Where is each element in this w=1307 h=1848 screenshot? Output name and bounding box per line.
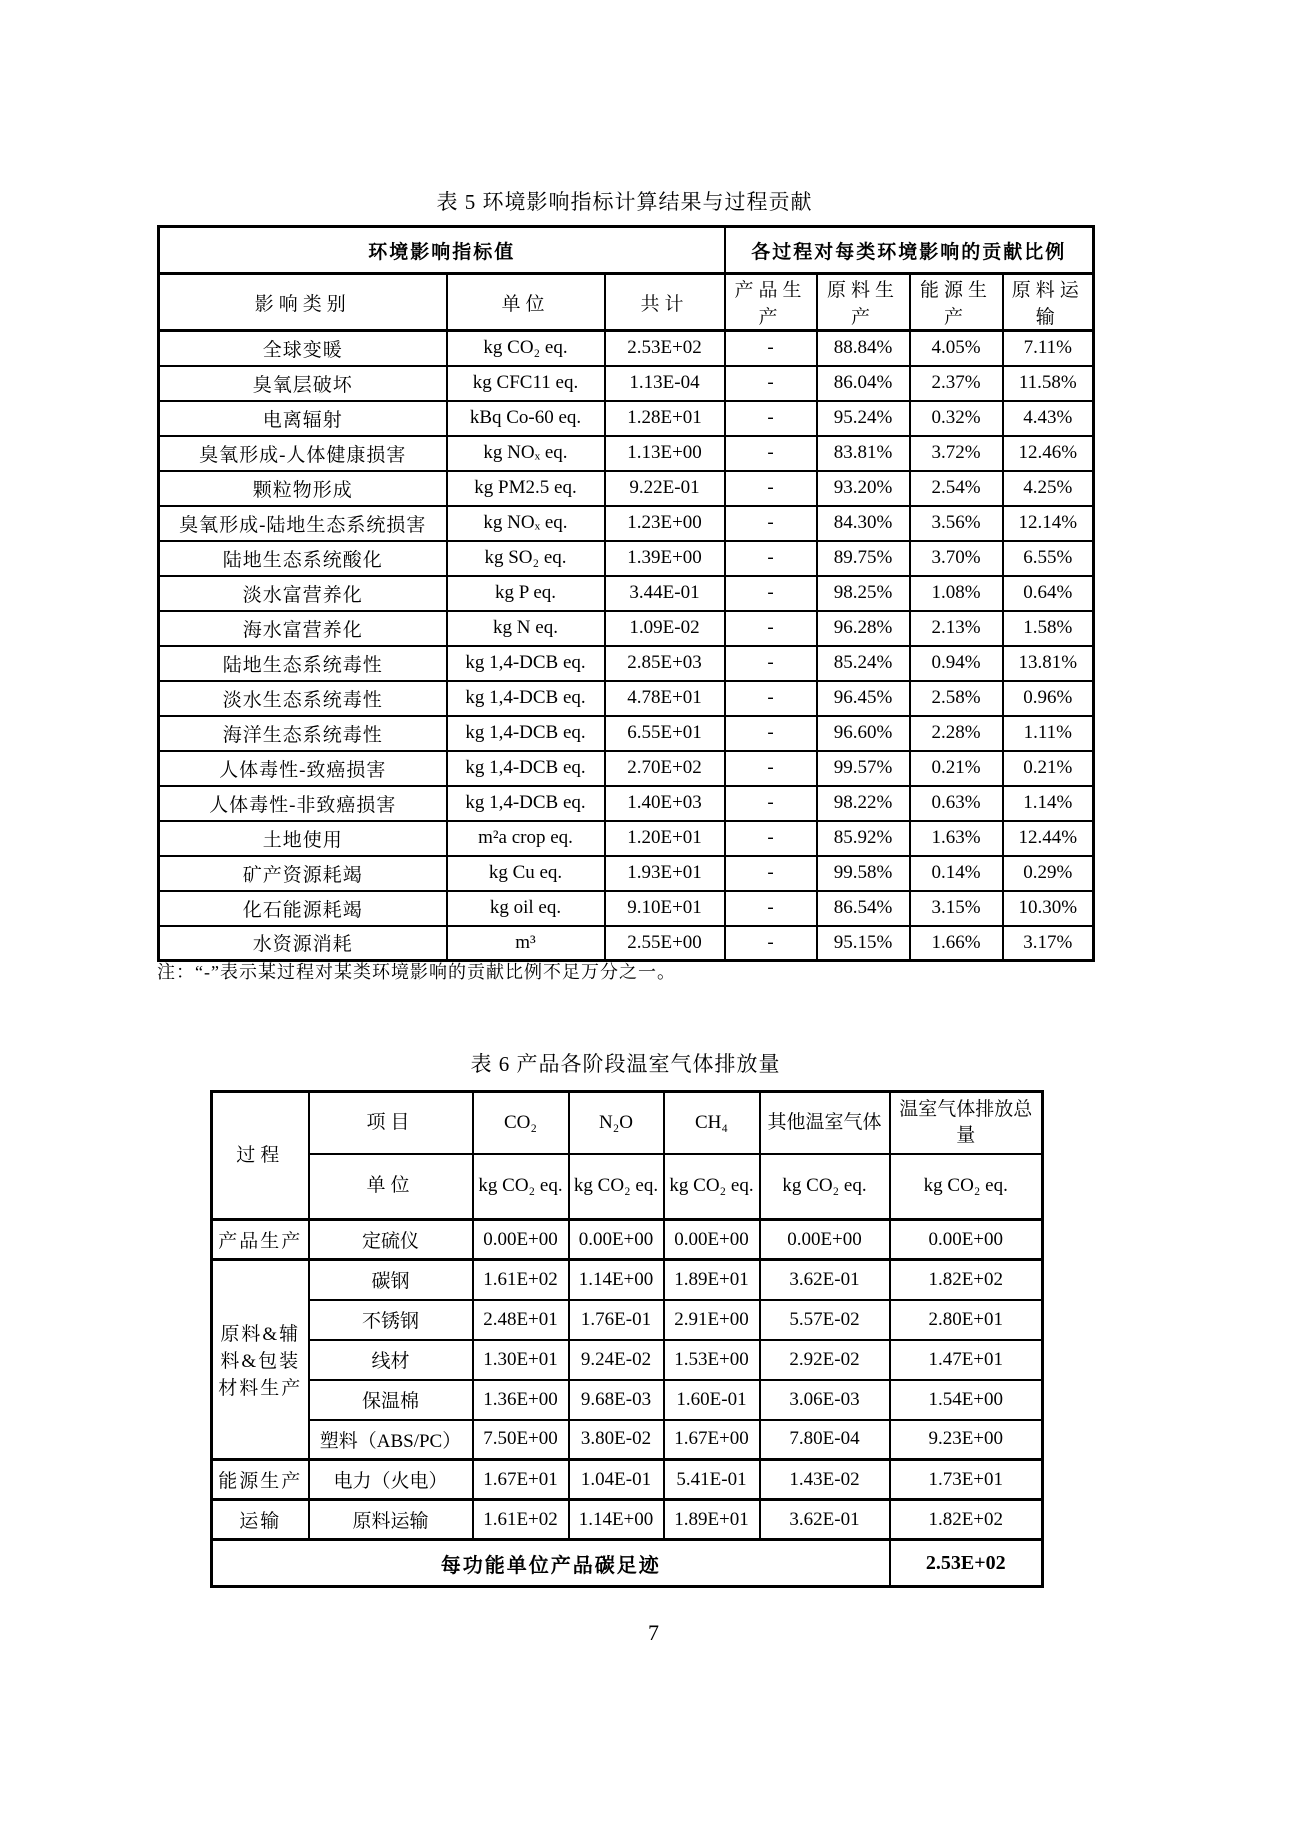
impact-category-cell: 人体毒性-致癌损害: [159, 751, 447, 786]
unit-cell: kg N eq.: [447, 611, 605, 646]
value-cell: 3.56%: [910, 506, 1003, 541]
value-cell: 1.53E+00: [664, 1340, 760, 1380]
unit-cell: kg PM2.5 eq.: [447, 471, 605, 506]
value-cell: 1.73E+01: [890, 1460, 1043, 1500]
value-cell: -: [725, 331, 817, 366]
col-header-energy-production: 能源生产: [910, 274, 1003, 331]
value-cell: 2.91E+00: [664, 1300, 760, 1340]
value-cell: 3.62E-01: [760, 1260, 890, 1300]
value-cell: 1.63%: [910, 821, 1003, 856]
value-cell: 0.64%: [1003, 576, 1094, 611]
value-cell: 0.00E+00: [569, 1220, 664, 1260]
unit-cell: kg CO₂ eq.: [447, 331, 605, 366]
value-cell: 1.28E+01: [605, 401, 725, 436]
value-cell: 9.22E-01: [605, 471, 725, 506]
impact-category-cell: 淡水富营养化: [159, 576, 447, 611]
value-cell: 1.61E+02: [473, 1500, 569, 1540]
table-row: [159, 366, 1094, 401]
value-cell: -: [725, 611, 817, 646]
unit-cell: kg SO₂ eq.: [447, 541, 605, 576]
item-cell: 保温棉: [309, 1380, 473, 1420]
value-cell: 13.81%: [1003, 646, 1094, 681]
value-cell: -: [725, 646, 817, 681]
value-cell: 1.60E-01: [664, 1380, 760, 1420]
carbon-footprint-label: 每功能单位产品碳足迹: [212, 1540, 890, 1587]
table-row: [159, 681, 1094, 716]
item-cell: 线材: [309, 1340, 473, 1380]
value-cell: 83.81%: [817, 436, 910, 471]
table-row: [159, 471, 1094, 506]
table-row: [159, 751, 1094, 786]
col-header-raw-material-production: 原料生产: [817, 274, 910, 331]
value-cell: 1.58%: [1003, 611, 1094, 646]
value-cell: 99.57%: [817, 751, 910, 786]
value-cell: 3.70%: [910, 541, 1003, 576]
table-row: [159, 331, 1094, 366]
value-cell: 3.62E-01: [760, 1500, 890, 1540]
value-cell: 2.80E+01: [890, 1300, 1043, 1340]
unit-total-ghg: kg CO₂ eq.: [890, 1154, 1043, 1220]
value-cell: 0.00E+00: [664, 1220, 760, 1260]
process-cell: 运输: [212, 1500, 309, 1540]
value-cell: 86.54%: [817, 891, 910, 926]
impact-category-cell: 臭氧形成-人体健康损害: [159, 436, 447, 471]
value-cell: 1.67E+01: [473, 1460, 569, 1500]
value-cell: 4.43%: [1003, 401, 1094, 436]
value-cell: 1.30E+01: [473, 1340, 569, 1380]
value-cell: 1.67E+00: [664, 1420, 760, 1460]
col-header-co2: CO₂: [473, 1092, 569, 1154]
value-cell: 3.72%: [910, 436, 1003, 471]
value-cell: 12.46%: [1003, 436, 1094, 471]
item-cell: 塑料（ABS/PC）: [309, 1420, 473, 1460]
value-cell: 96.60%: [817, 716, 910, 751]
value-cell: 10.30%: [1003, 891, 1094, 926]
table6-title: 表 6 产品各阶段温室气体排放量: [470, 1052, 781, 1076]
impact-category-cell: 海洋生态系统毒性: [159, 716, 447, 751]
value-cell: 1.09E-02: [605, 611, 725, 646]
table5-group-header-row: [159, 227, 1094, 274]
table-row: [159, 646, 1094, 681]
table-row: [212, 1260, 1043, 1300]
value-cell: -: [725, 436, 817, 471]
value-cell: -: [725, 856, 817, 891]
value-cell: 1.39E+00: [605, 541, 725, 576]
value-cell: 1.66%: [910, 926, 1003, 961]
impact-category-cell: 矿产资源耗竭: [159, 856, 447, 891]
value-cell: 7.80E-04: [760, 1420, 890, 1460]
value-cell: 5.41E-01: [664, 1460, 760, 1500]
col-header-item: 项目: [309, 1092, 473, 1154]
value-cell: 3.44E-01: [605, 576, 725, 611]
value-cell: 11.58%: [1003, 366, 1094, 401]
value-cell: 1.89E+01: [664, 1260, 760, 1300]
value-cell: -: [725, 681, 817, 716]
value-cell: 1.08%: [910, 576, 1003, 611]
value-cell: 0.00E+00: [760, 1220, 890, 1260]
unit-cell: m²a crop eq.: [447, 821, 605, 856]
value-cell: 2.37%: [910, 366, 1003, 401]
impact-category-cell: 颗粒物形成: [159, 471, 447, 506]
value-cell: 7.11%: [1003, 331, 1094, 366]
value-cell: 0.14%: [910, 856, 1003, 891]
unit-cell: kg 1,4-DCB eq.: [447, 646, 605, 681]
table-row: [159, 611, 1094, 646]
unit-cell: kg NOₓ eq.: [447, 436, 605, 471]
value-cell: 89.75%: [817, 541, 910, 576]
value-cell: 1.14E+00: [569, 1500, 664, 1540]
value-cell: 0.00E+00: [473, 1220, 569, 1260]
table-row: [212, 1220, 1043, 1260]
value-cell: 0.21%: [1003, 751, 1094, 786]
item-cell: 原料运输: [309, 1500, 473, 1540]
value-cell: 1.23E+00: [605, 506, 725, 541]
value-cell: -: [725, 821, 817, 856]
value-cell: 0.00E+00: [890, 1220, 1043, 1260]
value-cell: 0.21%: [910, 751, 1003, 786]
value-cell: 1.61E+02: [473, 1260, 569, 1300]
unit-cell: kg Cu eq.: [447, 856, 605, 891]
unit-cell: kg 1,4-DCB eq.: [447, 716, 605, 751]
process-cell: 能源生产: [212, 1460, 309, 1500]
impact-category-cell: 臭氧层破坏: [159, 366, 447, 401]
value-cell: 2.13%: [910, 611, 1003, 646]
value-cell: -: [725, 716, 817, 751]
page-number: 7: [648, 1620, 659, 1645]
value-cell: 12.44%: [1003, 821, 1094, 856]
unit-cell: kg CFC11 eq.: [447, 366, 605, 401]
table-row: [159, 401, 1094, 436]
impact-category-cell: 臭氧形成-陆地生态系统损害: [159, 506, 447, 541]
value-cell: 95.24%: [817, 401, 910, 436]
impact-category-cell: 电离辐射: [159, 401, 447, 436]
item-cell: 碳钢: [309, 1260, 473, 1300]
value-cell: 2.54%: [910, 471, 1003, 506]
value-cell: -: [725, 891, 817, 926]
impact-category-cell: 海水富营养化: [159, 611, 447, 646]
value-cell: 1.82E+02: [890, 1260, 1043, 1300]
unit-co2: kg CO₂ eq.: [473, 1154, 569, 1220]
value-cell: 5.57E-02: [760, 1300, 890, 1340]
unit-cell: kg 1,4-DCB eq.: [447, 751, 605, 786]
value-cell: 1.36E+00: [473, 1380, 569, 1420]
col-header-n2o: N₂O: [569, 1092, 664, 1154]
value-cell: 7.50E+00: [473, 1420, 569, 1460]
col-header-raw-material-transport: 原料运输: [1003, 274, 1094, 331]
value-cell: 3.15%: [910, 891, 1003, 926]
value-cell: 2.28%: [910, 716, 1003, 751]
value-cell: 9.10E+01: [605, 891, 725, 926]
col-header-total-ghg: 温室气体排放总量: [890, 1092, 1043, 1154]
value-cell: 0.94%: [910, 646, 1003, 681]
unit-cell: kg NOₓ eq.: [447, 506, 605, 541]
unit-cell: kg oil eq.: [447, 891, 605, 926]
table6-gas-header-row: [212, 1092, 1043, 1154]
value-cell: 98.25%: [817, 576, 910, 611]
value-cell: -: [725, 401, 817, 436]
table-row: [212, 1300, 1043, 1340]
col-header-process: 过程: [212, 1092, 309, 1220]
value-cell: 12.14%: [1003, 506, 1094, 541]
item-cell: 电力（火电）: [309, 1460, 473, 1500]
value-cell: 2.85E+03: [605, 646, 725, 681]
value-cell: 1.43E-02: [760, 1460, 890, 1500]
value-cell: -: [725, 366, 817, 401]
unit-n2o: kg CO₂ eq.: [569, 1154, 664, 1220]
value-cell: 4.78E+01: [605, 681, 725, 716]
value-cell: 4.05%: [910, 331, 1003, 366]
value-cell: -: [725, 751, 817, 786]
value-cell: 1.89E+01: [664, 1500, 760, 1540]
impact-category-cell: 陆地生态系统酸化: [159, 541, 447, 576]
unit-cell: kg 1,4-DCB eq.: [447, 786, 605, 821]
value-cell: 1.76E-01: [569, 1300, 664, 1340]
table-row: [212, 1340, 1043, 1380]
value-cell: 1.20E+01: [605, 821, 725, 856]
table-row: [159, 716, 1094, 751]
value-cell: 93.20%: [817, 471, 910, 506]
impact-category-cell: 化石能源耗竭: [159, 891, 447, 926]
value-cell: 2.48E+01: [473, 1300, 569, 1340]
item-cell: 定硫仪: [309, 1220, 473, 1260]
item-cell: 不锈钢: [309, 1300, 473, 1340]
table-row: [159, 436, 1094, 471]
value-cell: 2.53E+02: [605, 331, 725, 366]
table-row: [212, 1380, 1043, 1420]
table6-greenhouse-gas-emissions: [210, 1090, 1044, 1588]
value-cell: 9.23E+00: [890, 1420, 1043, 1460]
table-row: [159, 891, 1094, 926]
value-cell: 99.58%: [817, 856, 910, 891]
table-row: [212, 1420, 1043, 1460]
table-row: [159, 576, 1094, 611]
col-header-product-production: 产品生产: [725, 274, 817, 331]
table-row: [159, 856, 1094, 891]
value-cell: -: [725, 506, 817, 541]
value-cell: 95.15%: [817, 926, 910, 961]
col-header-other-ghg: 其他温室气体: [760, 1092, 890, 1154]
table-row: [159, 926, 1094, 961]
value-cell: 3.80E-02: [569, 1420, 664, 1460]
table-row: [159, 821, 1094, 856]
value-cell: -: [725, 541, 817, 576]
table5-title: 表 5 环境影响指标计算结果与过程贡献: [436, 190, 813, 214]
table-row: [159, 786, 1094, 821]
unit-cell: kg P eq.: [447, 576, 605, 611]
table5-note: 注：“-”表示某过程对某类环境影响的贡献比例不足万分之一。: [157, 962, 676, 982]
carbon-footprint-value: 2.53E+02: [890, 1540, 1043, 1587]
impact-category-cell: 人体毒性-非致癌损害: [159, 786, 447, 821]
unit-other-ghg: kg CO₂ eq.: [760, 1154, 890, 1220]
value-cell: 2.92E-02: [760, 1340, 890, 1380]
value-cell: 0.96%: [1003, 681, 1094, 716]
value-cell: 96.28%: [817, 611, 910, 646]
value-cell: 0.63%: [910, 786, 1003, 821]
col-header-total: 共计: [605, 274, 725, 331]
table-row: [159, 506, 1094, 541]
table-row: [159, 541, 1094, 576]
unit-ch4: kg CO₂ eq.: [664, 1154, 760, 1220]
value-cell: 4.25%: [1003, 471, 1094, 506]
table6-unit-header-row: [212, 1154, 1043, 1220]
impact-category-cell: 淡水生态系统毒性: [159, 681, 447, 716]
process-cell: 原料&辅料&包装材料生产: [212, 1260, 309, 1460]
value-cell: -: [725, 471, 817, 506]
value-cell: -: [725, 926, 817, 961]
value-cell: 6.55E+01: [605, 716, 725, 751]
unit-cell: m³: [447, 926, 605, 961]
carbon-footprint-row: [212, 1540, 1043, 1587]
unit-cell: kBq Co-60 eq.: [447, 401, 605, 436]
value-cell: 98.22%: [817, 786, 910, 821]
impact-category-cell: 土地使用: [159, 821, 447, 856]
col-header-unit: 单位: [447, 274, 605, 331]
group-header-contribution-ratio: 各过程对每类环境影响的贡献比例: [725, 227, 1094, 274]
value-cell: 1.47E+01: [890, 1340, 1043, 1380]
value-cell: 1.82E+02: [890, 1500, 1043, 1540]
value-cell: 96.45%: [817, 681, 910, 716]
value-cell: 2.55E+00: [605, 926, 725, 961]
value-cell: 0.32%: [910, 401, 1003, 436]
col-header-unit: 单位: [309, 1154, 473, 1220]
value-cell: 1.54E+00: [890, 1380, 1043, 1420]
value-cell: 1.04E-01: [569, 1460, 664, 1500]
value-cell: 1.14E+00: [569, 1260, 664, 1300]
value-cell: 1.93E+01: [605, 856, 725, 891]
table-row: [212, 1460, 1043, 1500]
col-header-impact-category: 影响类别: [159, 274, 447, 331]
table-row: [212, 1500, 1043, 1540]
value-cell: 2.58%: [910, 681, 1003, 716]
value-cell: -: [725, 786, 817, 821]
impact-category-cell: 全球变暖: [159, 331, 447, 366]
value-cell: 3.06E-03: [760, 1380, 890, 1420]
value-cell: 88.84%: [817, 331, 910, 366]
value-cell: 9.68E-03: [569, 1380, 664, 1420]
group-header-indicator-values: 环境影响指标值: [159, 227, 725, 274]
value-cell: 84.30%: [817, 506, 910, 541]
value-cell: 1.13E-04: [605, 366, 725, 401]
value-cell: 0.29%: [1003, 856, 1094, 891]
table5-column-header-row: [159, 274, 1094, 331]
value-cell: 85.24%: [817, 646, 910, 681]
impact-category-cell: 陆地生态系统毒性: [159, 646, 447, 681]
value-cell: 86.04%: [817, 366, 910, 401]
col-header-ch4: CH₄: [664, 1092, 760, 1154]
value-cell: 2.70E+02: [605, 751, 725, 786]
table5-environmental-impact: [157, 225, 1095, 962]
value-cell: 6.55%: [1003, 541, 1094, 576]
value-cell: 1.40E+03: [605, 786, 725, 821]
unit-cell: kg 1,4-DCB eq.: [447, 681, 605, 716]
value-cell: 1.14%: [1003, 786, 1094, 821]
value-cell: 1.11%: [1003, 716, 1094, 751]
value-cell: -: [725, 576, 817, 611]
value-cell: 1.13E+00: [605, 436, 725, 471]
impact-category-cell: 水资源消耗: [159, 926, 447, 961]
value-cell: 3.17%: [1003, 926, 1094, 961]
value-cell: 85.92%: [817, 821, 910, 856]
value-cell: 9.24E-02: [569, 1340, 664, 1380]
process-cell: 产品生产: [212, 1220, 309, 1260]
